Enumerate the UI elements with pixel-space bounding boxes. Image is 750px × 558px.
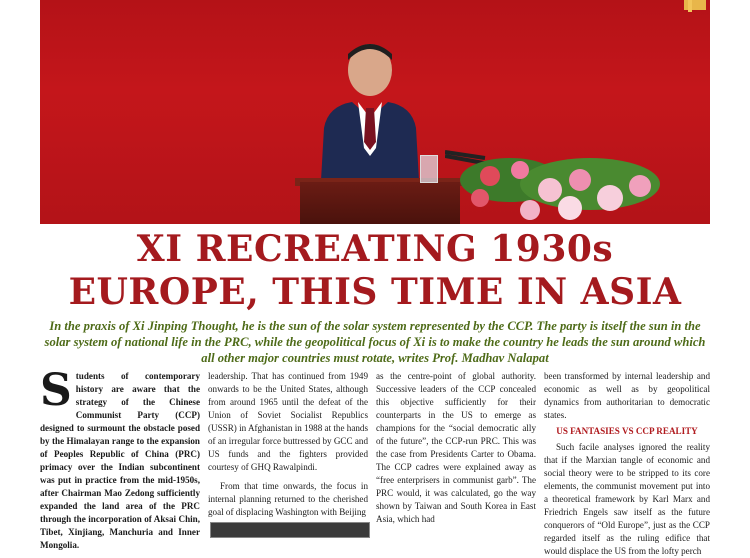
article-column-2: [208, 370, 368, 519]
speaker-figure: [310, 38, 430, 198]
column-4-paragraph-1: been transformed by internal leadership and economic as well as by geopolitical dynamics from authoritarian to democratic states.: [544, 371, 710, 420]
column-4-paragraph-2: Such facile analyses ignored the reality that if the Marxian tangle of economic and social theory were to be stripped to its core elements, the communist movement put into a theoretical framework by Karl Marx and Friedrich Engels saw itself as the future conquerors of “Old Europe”, just as the CCP regarded itself as the ruling edifice that would displace the US from the lofty perch: [544, 442, 710, 556]
drop-cap: S: [40, 365, 72, 416]
hero-photo: [40, 0, 710, 224]
standfirst: In the praxis of Xi Jinping Thought, he is the sun of the solar system represented by the CCP. The party is itself the sun in the solar system of national life in the PRC, while the geopolitical focus of Xi is to make the country he leads the sun around which all other major countries must rotate, writes Prof. Madhav Nalapat: [44, 319, 706, 365]
column-3-text: as the centre-point of global authority. Successive leaders of the CCP concealed this objective sufficiently for their counterparts in the US to emerge as champions for the “social democratic ally of the future”, the CCP-run PRC. This was the case from Presidents Carter to Obama. The CCP cadres were explained away as “free enterprisers in communist garb”. The PRC would, it was calculated, go the way shown by Taiwan and South Korea in East Asia, which had: [376, 371, 536, 524]
headline-line-2: EUROPE, THIS TIME IN ASIA: [68, 271, 682, 313]
gold-character-decoration: [680, 0, 710, 14]
column-1-text: tudents of contemporary history are aware that the strategy of the Chinese Communist Party (CCP) designed to surmount the obstacle posed by the Himalayan range to the expansion of Peoples Republic of China (PRC) primacy over the Indian subcontinent was put in practice from the mid-1950s, after Chairman Mao Zedong sufficiently expanded the land area of the PRC through the incorporation of Aksai Chin, Tibet, Xinjiang, Manchuria and Inner Mongolia.: [40, 371, 200, 550]
article-column-3: [376, 370, 536, 526]
article-column-4: [544, 370, 710, 558]
column-2-paragraph-1: leadership. That has continued from 1949 onwards to be the United States, although from around 1965 until the defeat of the Union of Soviet Socialist Republics (USSR) in Afghanistan in 1988 at the hands of an irregular force buttressed by GCC and US funds and the fighters provided courtesy of GHQ Rawalpindi.: [208, 371, 368, 472]
column-2-paragraph-2: From that time onwards, the focus in internal planning returned to the cherished goal of displacing Washington with Beijing: [208, 481, 368, 517]
podium: [300, 182, 460, 224]
water-glass: [420, 155, 438, 183]
flower-arrangement: [450, 150, 670, 224]
article-column-1: [40, 365, 200, 552]
section-subhead: US FANTASIES VS CCP REALITY: [556, 426, 698, 436]
headline-line-1: XI RECREATING 1930s: [136, 228, 614, 270]
